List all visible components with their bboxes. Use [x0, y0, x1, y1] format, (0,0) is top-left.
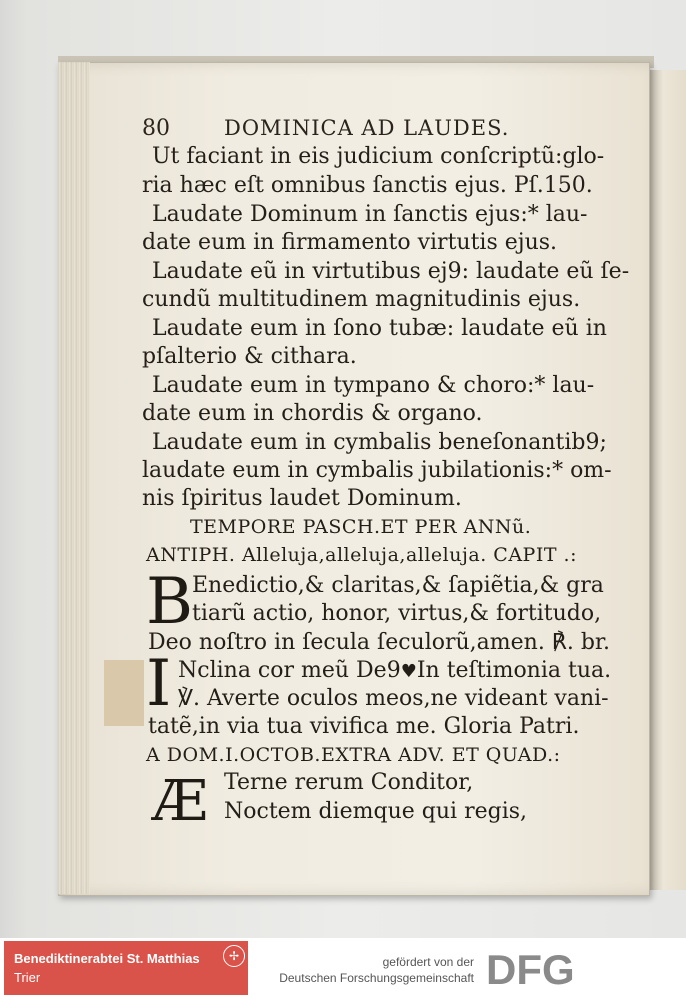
text-line: Laudate eum in tympano & choro:* lau- [152, 373, 595, 398]
text-line: tiarũ actio, honor, virtus,& fortitudo, [192, 601, 602, 626]
dfg-logo-text: DFG [486, 946, 575, 990]
text-line: Deo noſtro in ſecula ſeculorũ,amen. ℟. br. [148, 630, 611, 655]
hymn-line: Noctem diemque qui regis, [224, 799, 528, 824]
text-line: nis ſpiritus laudet Dominum. [142, 486, 462, 511]
text-line: Enedictio,& claritas,& ſapiẽtia,& gra [192, 573, 604, 598]
drop-cap-initial: I [146, 647, 172, 721]
text-line: pſalterio & cithara. [142, 344, 357, 369]
text-line: date eum in firmamento virtutis ejus. [142, 230, 558, 255]
text-line: ria hæc eſt omnibus ſanctis ejus. Pſ.150. [142, 173, 593, 198]
heart-ornament-icon: ♥ [400, 661, 417, 682]
page-marker-tab [104, 660, 144, 726]
text-line: Laudate eum in cymbalis beneſonantib9; [152, 430, 607, 455]
text-line: ℣. Averte oculos meos,ne videant vani- [178, 686, 609, 711]
hymn-line: Terne rerum Conditor, [224, 770, 474, 795]
text-line: laudate eum in cymbalis jubilationis:* om- [142, 458, 612, 483]
responsory-text: Nclina cor meũ De9 [178, 658, 401, 683]
funding-text: Deutschen Forschungsgemeinschaft [279, 971, 474, 985]
rubric-heading: A DOM.I.OCTOB.EXTRA ADV. ET QUAD.: [146, 744, 561, 766]
facing-page-edge [648, 70, 686, 890]
text-line: tatẽ,in via tua vivifica me. Gloria Patri. [148, 714, 580, 739]
rubric-heading: TEMPORE PASCH.ET PER ANNũ. [190, 516, 532, 538]
text-line: Laudate eũ in virtutibus ej9: laudate eũ ſe- [152, 259, 630, 284]
drop-cap-initial: Æ [152, 769, 209, 834]
drop-cap-initial: B [146, 565, 194, 639]
responsory-text-end: In teſtimonia tua. [416, 658, 612, 683]
institution-city: Trier [14, 970, 41, 985]
page-stack-edge [58, 62, 90, 894]
abbey-logo-icon: ✢ [223, 945, 245, 967]
page-header [142, 116, 622, 146]
text-line: date eum in chordis & organo. [142, 401, 483, 426]
text-line: Laudate eum in ſono tubæ: laudate eũ in [152, 316, 607, 341]
institution-banner[interactable] [4, 941, 248, 995]
text-line [178, 658, 648, 683]
running-title: DOMINICA AD LAUDES. [224, 116, 510, 140]
text-line: cundũ multitudinem magnitudinis ejus. [142, 287, 581, 312]
page-number: 80 [142, 116, 170, 141]
funding-text: gefördert von der [382, 955, 474, 969]
institution-name[interactable]: Benediktinerabtei St. Matthias [14, 951, 200, 966]
text-line: Laudate Dominum in ſanctis ejus:* lau- [152, 202, 588, 227]
text-line: Ut faciant in eis judicium conſcriptũ:glo- [152, 144, 605, 169]
antiphon-line: ANTIPH. Alleluja,alleluja,alleluja. CAPIT .: [146, 544, 577, 566]
dfg-logo-icon[interactable] [484, 946, 674, 990]
